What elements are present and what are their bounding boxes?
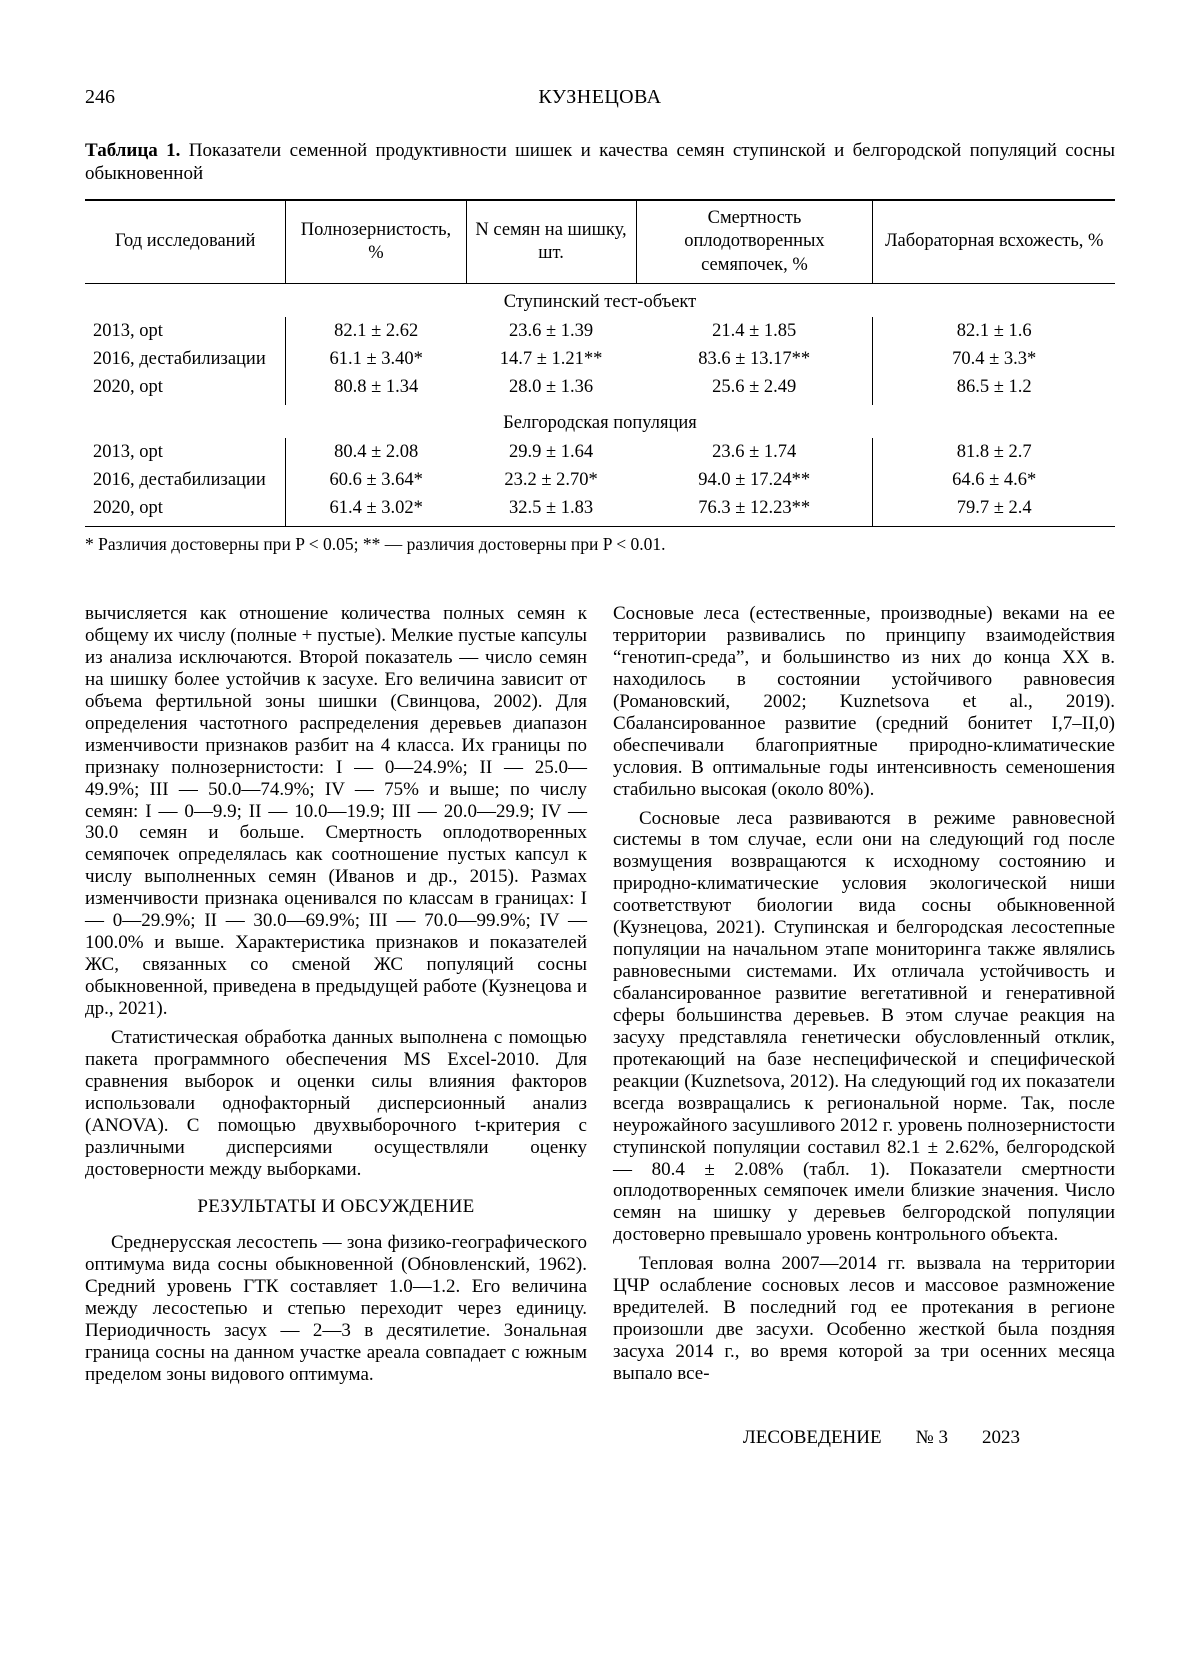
- column-header: Лабораторная всхожесть, %: [873, 200, 1115, 283]
- cell-value: 81.8 ± 2.7: [873, 438, 1115, 466]
- row-label: 2020, opt: [93, 498, 163, 519]
- table-row: [85, 345, 1115, 373]
- table-row: [85, 494, 1115, 527]
- cell-value: 61.1 ± 3.40*: [286, 345, 466, 373]
- row-label: 2016, дестабилизации: [93, 470, 266, 490]
- table-caption-text: Показатели семенной продуктивности шишек и качества семян ступинской и белгородской популяций сосны обыкновенной: [85, 140, 1116, 185]
- running-head-author: КУЗНЕЦОВА: [538, 86, 662, 108]
- journal-year: 2023: [982, 1426, 1020, 1448]
- column-header: Смертность оплодотворенных семяпочек, %: [636, 200, 873, 283]
- cell-value: 29.9 ± 1.64: [508, 441, 594, 462]
- cell-value: 79.7 ± 2.4: [873, 494, 1115, 527]
- paragraph: Среднерусская лесостепь — зона физико-географического оптимума вида сосны обыкновенной (Обновленский, 1962). Средний уровень ГТК составляет 1.0—1.2. Его величина между лесостепью и степью переходит через единицу. Периодичность засух — 2—3 в десятилетие. Зональная граница сосны на данном участке ареала совпадает с южным пределом зоны видового оптимума.: [85, 1232, 587, 1386]
- page-number: 246: [85, 86, 115, 108]
- left-column: [85, 603, 587, 1393]
- cell-value: 82.1 ± 2.62: [286, 317, 466, 345]
- paragraph: Сосновые леса развиваются в режиме равновесной системы в том случае, если они на следующий год после возмущения возвращаются к исходному состоянию и природно-климатические условия экологической ниши соответствуют биологии вида сосны обыкновенной (Кузнецова, 2021). Ступинская и белгородская лесостепные популяции на начальном этапе мониторинга также являлись равновесными системами. Их отличала устойчивость и сбалансированное развитие вегетативной и генеративной сферы большинства деревьев. В этом случае реакция на засуху представляла генетически обусловленный отклик, протекающий на базе неспецифической и специфической реакции (Kuznetsova, 2012). На следующий год их показатели всегда возвращались к региональной норме. Так, после неурожайного засушливого 2012 г. уровень полнозернистости ступинской популяции составил 82.1 ± 2.62%, белгородской — 80.4 ± 2.08% (табл. 1). Показатели смертности оплодотворенных семяпочек имели близкие значения. Число семян на шишку у деревьев белгородской популяции достоверно превышало уровень контрольного объекта.: [613, 807, 1115, 1246]
- journal-footer: [85, 1427, 1115, 1449]
- paragraph: Сосновые леса (естественные, производные) веками на ее территории развивались по принципу взаимодействия “генотип-среда”, и большинство из них до конца XX в. находилось в состоянии устойчивого равновесия (Романовский, 2002; Kuznetsova et al., 2019). Сбалансированное развитие (средний бонитет I,7–II,0) обеспечивали благоприятные природно-климатические условия. В оптимальные годы интенсивность семеношения стабильно высокая (около 80%).: [613, 603, 1115, 800]
- cell-value: 21.4 ± 1.85: [712, 320, 797, 341]
- table-caption: [85, 139, 1115, 185]
- table-section-title: Белгородская популяция: [503, 412, 697, 433]
- body-columns: [85, 603, 1115, 1393]
- cell-value: 23.2 ± 2.70*: [504, 470, 598, 490]
- table-caption-label: Таблица 1.: [85, 140, 181, 161]
- column-header: N семян на шишку, шт.: [466, 200, 636, 283]
- table-header-row: [85, 200, 1115, 283]
- cell-value: 83.6 ± 13.17**: [698, 348, 811, 369]
- table-row: [85, 317, 1115, 345]
- cell-value: 14.7 ± 1.21**: [499, 348, 603, 369]
- cell-value: 32.5 ± 1.83: [508, 498, 594, 519]
- cell-value: 64.6 ± 4.6*: [873, 466, 1115, 494]
- section-heading: РЕЗУЛЬТАТЫ И ОБСУЖДЕНИЕ: [197, 1196, 475, 1218]
- cell-value: 25.6 ± 2.49: [712, 376, 797, 397]
- table-footnote: * Различия достоверны при P < 0.05; ** — различия достоверны при P < 0.01.: [85, 534, 666, 555]
- row-label: 2013, opt: [93, 441, 163, 462]
- table-section-title: Ступинский тест-объект: [503, 291, 697, 312]
- row-label: 2020, opt: [93, 376, 163, 397]
- cell-value: 76.3 ± 12.23**: [698, 498, 811, 519]
- cell-value: 86.5 ± 1.2: [873, 373, 1115, 405]
- column-header: Год исследований: [85, 200, 286, 283]
- table-row: [85, 466, 1115, 494]
- paragraph: Статистическая обработка данных выполнена с помощью пакета программного обеспечения MS Excel-2010. Для сравнения выборок и оценки силы влияния факторов использовали однофакторный дисперсионный анализ (ANOVA). С помощью двухвыборочного t-критерия с различными дисперсиями осуществляли оценку достоверности между выборками.: [85, 1026, 587, 1180]
- running-head: [85, 86, 1115, 109]
- row-label: 2013, opt: [93, 320, 163, 341]
- cell-value: 60.6 ± 3.64*: [286, 466, 466, 494]
- paragraph: вычисляется как отношение количества полных семян к общему их числу (полные + пустые). Мелкие пустые капсулы из анализа исключаются. Второй показатель — число семян на шишку более устойчив к засухе. Его величина зависит от объема фертильной зоны шишки (Свинцова, 2002). Для определения частотного распределения деревьев диапазон изменчивости признаков разбит на 4 класса. Их границы по признаку полнозернистости: I — 0—24.9%; II — 25.0—49.9%; III — 50.0—74.9%; IV — 75% и выше; по числу семян: I — 0—9.9; II — 10.0—19.9; III — 20.0—29.9; IV — 30.0 семян и больше. Смертность оплодотворенных семяпочек определялась как соотношение пустых капсул к числу выполненных семян (Иванов и др., 2015). Размах изменчивости признака оценивался по классам в границах: I — 0—29.9%; II — 30.0—69.9%; III — 70.0—99.9%; IV — 100.0% и выше. Характеристика признаков и показателей ЖС, связанных со сменой ЖС популяций сосны обыкновенной, приведена в предыдущей работе (Кузнецова и др., 2021).: [85, 603, 587, 1019]
- table-section-row: [85, 283, 1115, 317]
- right-column: [613, 603, 1115, 1393]
- cell-value: 28.0 ± 1.36: [508, 376, 594, 397]
- cell-value: 23.6 ± 1.74: [712, 441, 797, 462]
- cell-value: 94.0 ± 17.24**: [698, 470, 811, 490]
- data-table: [85, 199, 1115, 527]
- cell-value: 82.1 ± 1.6: [873, 317, 1115, 345]
- cell-value: 23.6 ± 1.39: [508, 320, 594, 341]
- cell-value: 70.4 ± 3.3*: [873, 345, 1115, 373]
- table-1-block: [85, 139, 1115, 555]
- row-label: 2016, дестабилизации: [93, 348, 266, 369]
- cell-value: 80.8 ± 1.34: [286, 373, 466, 405]
- table-row: [85, 373, 1115, 405]
- journal-issue: № 3: [915, 1426, 948, 1448]
- paragraph: Тепловая волна 2007—2014 гг. вызвала на территории ЦЧР ослабление сосновых лесов и массовое размножение вредителей. В последний год ее протекания в регионе произошли две засухи. Особенно жесткой была поздняя засуха 2014 г., во время которой за три осенних месяца выпало все-: [613, 1253, 1115, 1384]
- table-row: [85, 438, 1115, 466]
- cell-value: 61.4 ± 3.02*: [286, 494, 466, 527]
- journal-name: ЛЕСОВЕДЕНИЕ: [742, 1426, 882, 1448]
- cell-value: 80.4 ± 2.08: [286, 438, 466, 466]
- column-header: Полнозернистость, %: [286, 200, 466, 283]
- table-section-row: [85, 405, 1115, 438]
